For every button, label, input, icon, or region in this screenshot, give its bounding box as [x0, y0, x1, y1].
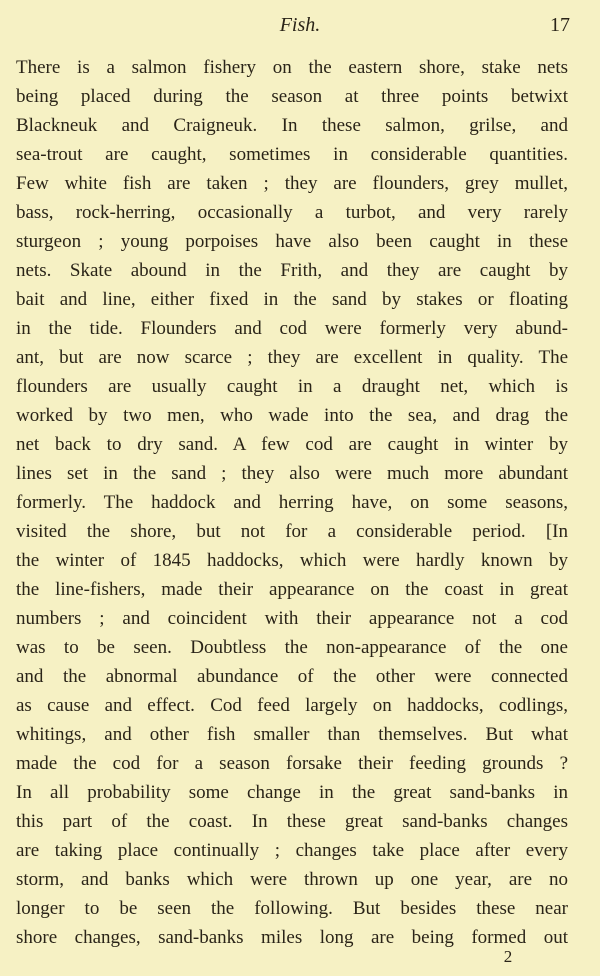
text-line: made the cod for a season forsake their feeding grounds ? — [16, 753, 568, 774]
text-line: shore changes, sand-banks miles long are being formed out — [16, 927, 568, 948]
text-line: nets. Skate abound in the Frith, and they are caught by — [16, 260, 568, 281]
text-line: lines set in the sand ; they also were much more abundant — [16, 463, 568, 484]
text-line: in the tide. Flounders and cod were formerly very abund- — [16, 318, 568, 339]
text-line: Few white fish are taken ; they are flounders, grey mullet, — [16, 173, 568, 194]
text-line: the line-fishers, made their appearance on the coast in great — [16, 579, 568, 600]
text-line: was to be seen. Doubtless the non-appearance of the one — [16, 637, 568, 658]
text-line: are taking place continually ; changes take place after every — [16, 840, 568, 861]
text-line: visited the shore, but not for a considerable period. [In — [16, 521, 568, 542]
text-line: Blackneuk and Craigneuk. In these salmon, grilse, and — [16, 115, 568, 136]
text-line: this part of the coast. In these great sand-banks changes — [16, 811, 568, 832]
text-line: ant, but are now scarce ; they are excellent in quality. The — [16, 347, 568, 368]
text-line: longer to be seen the following. But besides these near — [16, 898, 568, 919]
text-line: as cause and effect. Cod feed largely on haddocks, codlings, — [16, 695, 568, 716]
text-line: sturgeon ; young porpoises have also been caught in these — [16, 231, 568, 252]
text-line: In all probability some change in the great sand-banks in — [16, 782, 568, 803]
text-line: bait and line, either fixed in the sand by stakes or floating — [16, 289, 568, 310]
text-line: flounders are usually caught in a draught net, which is — [16, 376, 568, 397]
text-line: sea-trout are caught, sometimes in considerable quantities. — [16, 144, 568, 165]
text-line: There is a salmon fishery on the eastern shore, stake nets — [16, 57, 568, 78]
running-head — [0, 12, 600, 40]
signature-mark-text: 2 — [503, 947, 513, 966]
text-line: net back to dry sand. A few cod are caught in winter by — [16, 434, 568, 455]
text-line: worked by two men, who wade into the sea, and drag the — [16, 405, 568, 426]
text-line: the winter of 1845 haddocks, which were hardly known by — [16, 550, 568, 571]
text-line: formerly. The haddock and herring have, on some seasons, — [16, 492, 568, 513]
text-line: bass, rock-herring, occasionally a turbot, and very rarely — [16, 202, 568, 223]
text-line: being placed during the season at three points betwixt — [16, 86, 568, 107]
text-line: numbers ; and coincident with their appearance not a cod — [16, 608, 568, 629]
page-number: 17 — [550, 14, 570, 36]
text-line: and the abnormal abundance of the other were connected — [16, 666, 568, 687]
text-line: storm, and banks which were thrown up one year, are no — [16, 869, 568, 890]
text-line: whitings, and other fish smaller than themselves. But what — [16, 724, 568, 745]
body-text — [16, 53, 568, 952]
running-title: Fish. — [279, 14, 321, 36]
signature-mark — [0, 947, 600, 967]
